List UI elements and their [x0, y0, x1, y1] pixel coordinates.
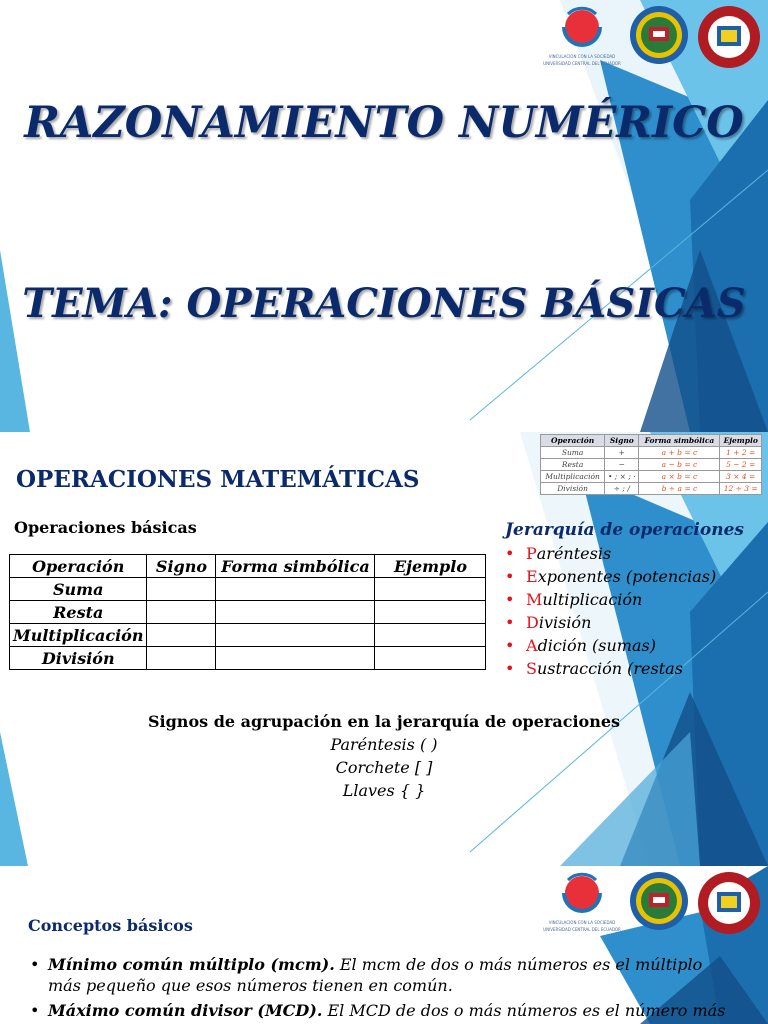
table-row — [10, 578, 486, 601]
bullet-icon: • — [505, 544, 515, 563]
table-cell: División — [10, 647, 147, 670]
mini-header: Operación — [541, 435, 605, 447]
initial-letter: E — [526, 567, 538, 586]
concepts-list — [28, 954, 728, 1024]
table-cell-empty[interactable] — [216, 578, 375, 601]
mini-cell: Resta — [541, 459, 605, 471]
mini-cell: a + b = c — [639, 447, 720, 459]
list-item — [505, 542, 745, 565]
logo-caption: VINCULACIÓN CON LA SOCIEDAD — [548, 54, 616, 59]
mini-cell: + — [605, 447, 639, 459]
concept-term: Mínimo común múltiplo (mcm). — [48, 955, 335, 974]
bullet-icon: • — [505, 613, 515, 632]
item-text: ustracción (restas — [536, 659, 683, 678]
mini-cell: • ; × ; · — [605, 471, 639, 483]
grouping-signs-block — [0, 710, 768, 802]
concepts-slide — [0, 866, 768, 1024]
table-cell-empty[interactable] — [375, 624, 486, 647]
bullet-icon: • — [505, 636, 515, 655]
title-slide — [0, 0, 768, 432]
mini-cell: Multiplicación — [541, 471, 605, 483]
mini-cell: 3 × 4 = — [720, 471, 762, 483]
grouping-item: Corchete [ ] — [335, 758, 433, 777]
table-header: Ejemplo — [375, 555, 486, 578]
table-cell-empty[interactable] — [375, 578, 486, 601]
logos — [542, 868, 762, 938]
mini-cell: b ÷ a = c — [639, 483, 720, 495]
table-header: Forma simbólica — [216, 555, 375, 578]
example-operations-table — [540, 434, 762, 495]
list-item — [505, 657, 745, 680]
hierarchy-title: Jerarquía de operaciones — [505, 520, 744, 540]
mini-cell: 5 − 2 = — [720, 459, 762, 471]
mini-cell: Suma — [541, 447, 605, 459]
table-cell-empty[interactable] — [147, 647, 216, 670]
item-text: dición (sumas) — [537, 636, 656, 655]
bullet-icon: • — [505, 567, 515, 586]
logo-caption-sub: UNIVERSIDAD CENTRAL DEL ECUADOR — [543, 927, 621, 932]
grouping-item: Paréntesis ( ) — [330, 735, 438, 754]
table-cell: Suma — [10, 578, 147, 601]
hierarchy-block — [505, 520, 745, 680]
table-header: Operación — [10, 555, 147, 578]
mini-header: Ejemplo — [720, 435, 762, 447]
list-item — [505, 611, 745, 634]
table-cell-empty[interactable] — [216, 647, 375, 670]
item-text: ivisión — [538, 613, 592, 632]
crest-logo — [628, 868, 690, 934]
initial-letter: M — [526, 590, 543, 609]
section-heading: OPERACIONES MATEMÁTICAS — [16, 466, 420, 493]
section-heading: Conceptos básicos — [28, 916, 193, 935]
bullet-icon: • — [505, 590, 515, 609]
mini-cell: 12 ÷ 3 = — [720, 483, 762, 495]
grouping-item: Llaves { } — [342, 781, 426, 800]
mini-cell: División — [541, 483, 605, 495]
table-row — [10, 647, 486, 670]
table-cell-empty[interactable] — [147, 624, 216, 647]
mini-cell: ÷ ; / — [605, 483, 639, 495]
main-title: RAZONAMIENTO NUMÉRICO — [24, 98, 744, 148]
table-header: Signo — [147, 555, 216, 578]
table-cell-empty[interactable] — [375, 601, 486, 624]
table-cell: Multiplicación — [10, 624, 147, 647]
item-text: xponentes (potencias) — [537, 567, 717, 586]
operations-slide — [0, 432, 768, 866]
concept-term: Máximo común divisor (MCD). — [48, 1001, 323, 1020]
operations-label: Operaciones básicas — [14, 518, 197, 537]
mini-header: Signo — [605, 435, 639, 447]
list-item — [28, 1000, 728, 1021]
logo-caption: VINCULACIÓN CON LA SOCIEDAD — [548, 920, 616, 925]
mini-cell: a − b = c — [639, 459, 720, 471]
seal-logo — [696, 868, 762, 938]
mini-cell: − — [605, 459, 639, 471]
topic-title: TEMA: OPERACIONES BÁSICAS — [22, 280, 746, 327]
mini-cell: 1 + 2 = — [720, 447, 762, 459]
operations-table — [9, 554, 486, 670]
table-cell: Resta — [10, 601, 147, 624]
logos — [542, 2, 762, 72]
table-cell-empty[interactable] — [375, 647, 486, 670]
hierarchy-list — [505, 542, 745, 680]
table-cell-empty[interactable] — [216, 624, 375, 647]
table-cell-empty[interactable] — [216, 601, 375, 624]
vinculacion-logo — [542, 868, 622, 932]
concept-text: El MCD de dos o más números es el número más — [322, 1001, 726, 1020]
table-row — [10, 624, 486, 647]
list-item — [505, 634, 745, 657]
initial-letter: D — [526, 613, 539, 632]
list-item — [505, 565, 745, 588]
table-cell-empty[interactable] — [147, 601, 216, 624]
crest-logo — [628, 2, 690, 68]
grouping-title: Signos de agrupación en la jerarquía de operaciones — [147, 712, 621, 731]
mini-header: Forma simbólica — [639, 435, 720, 447]
logo-caption-sub: UNIVERSIDAD CENTRAL DEL ECUADOR — [543, 61, 621, 66]
bullet-icon: • — [505, 659, 515, 678]
mini-cell: a × b = c — [639, 471, 720, 483]
list-item — [505, 588, 745, 611]
item-text: ultiplicación — [542, 590, 643, 609]
initial-letter: P — [526, 544, 537, 563]
seal-logo — [696, 2, 762, 72]
vinculacion-logo — [542, 2, 622, 66]
table-cell-empty[interactable] — [147, 578, 216, 601]
initial-letter: A — [526, 636, 538, 655]
initial-letter: S — [526, 659, 537, 678]
item-text: aréntesis — [536, 544, 612, 563]
concept-text: El mcm de dos o más números es el múltiplo más pequeño que esos números tienen en común. — [48, 955, 703, 995]
list-item — [28, 954, 728, 996]
table-row — [10, 601, 486, 624]
